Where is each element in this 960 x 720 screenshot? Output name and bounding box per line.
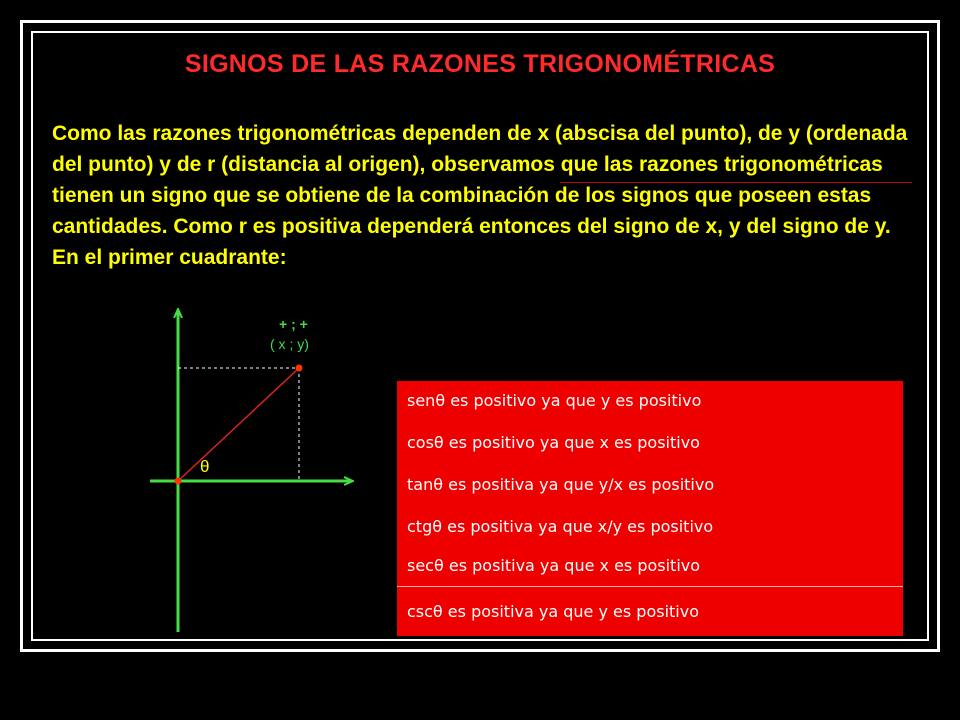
point-xy: [296, 365, 303, 372]
point-coordinates-label: ( x ; y): [270, 336, 309, 352]
sec-statement: secθ es positiva ya que x es positivo: [407, 556, 701, 575]
slide-title: SIGNOS DE LAS RAZONES TRIGONOMÉTRICAS: [184, 50, 776, 78]
origin-point: [175, 478, 182, 485]
sin-statement: senθ es positivo ya que y es positivo: [407, 391, 702, 410]
radius-line: [178, 368, 299, 481]
tan-statement: tanθ es positiva ya que y/x es positivo: [407, 475, 715, 494]
explanation-paragraph: Como las razones trigonométricas dependen de x (abscisa del punto), de y (ordenada del punto) y de r (distancia al origen), observamos que las razones trigonométricas tienen un signo que se obtiene de la combinación de los signos que poseen estas cantidades. Como r es positiva dependerá entonces del signo de x, y del signo de y. En el primer cuadrante:: [52, 122, 908, 269]
csc-statement: cscθ es positiva ya que y es positivo: [407, 602, 699, 621]
ctg-statement: ctgθ es positiva ya que x/y es positivo: [407, 517, 714, 536]
signs-box: [397, 381, 903, 636]
cos-statement: cosθ es positivo ya que x es positivo: [407, 433, 700, 452]
quadrant-signs-label: + ; +: [279, 316, 308, 332]
statement-divider: [397, 586, 903, 587]
angle-label: θ: [200, 457, 210, 476]
